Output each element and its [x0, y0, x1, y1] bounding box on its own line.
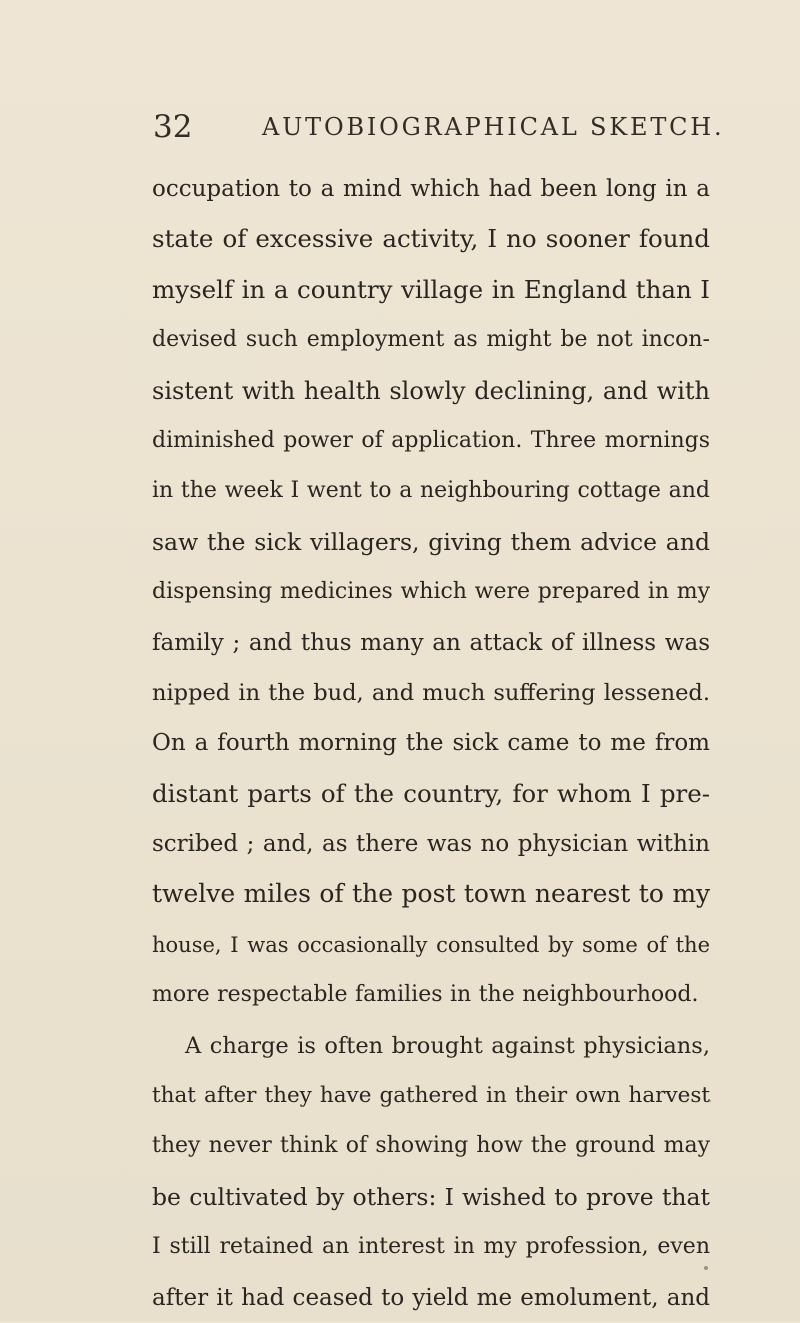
text-line: devised such employment as might be not incon- — [152, 327, 710, 353]
page-number: 32 — [153, 109, 193, 145]
text-line: sistent with health slowly declining, and with — [152, 376, 710, 405]
text-line: state of excessive activity, I no sooner found — [152, 224, 710, 254]
text-line: be cultivated by others: I wished to prove that — [152, 1182, 710, 1211]
paragraph-start-line: A charge is often brought against physicians, — [185, 1032, 710, 1059]
body-text — [152, 164, 710, 1323]
text-line: occupation to a mind which had been long in a — [152, 176, 710, 202]
text-line: twelve miles of the post town nearest to my — [152, 879, 711, 909]
running-title: AUTOBIOGRAPHICAL SKETCH. — [262, 113, 725, 141]
paragraph-end-line: more respectable families in the neighbourhood. — [152, 982, 699, 1008]
text-line: that after they have gathered in their own harvest — [152, 1083, 710, 1109]
text-line: nipped in the bud, and much suffering lessened. — [152, 679, 710, 706]
text-line: diminished power of application. Three mornings — [152, 427, 710, 453]
text-line: they never think of showing how the ground may — [152, 1133, 710, 1159]
text-line: I still retained an interest in my profession, even — [152, 1234, 710, 1260]
text-line: dispensing medicines which were prepared in my — [152, 579, 710, 605]
text-line: saw the sick villagers, giving them advice and — [152, 527, 710, 556]
text-line: On a fourth morning the sick came to me from — [152, 730, 710, 757]
text-line: distant parts of the country, for whom I pre- — [152, 778, 710, 808]
text-line: family ; and thus many an attack of illness was — [152, 629, 710, 656]
text-line: house, I was occasionally consulted by some of the — [152, 932, 710, 957]
text-line: scribed ; and, as there was no physician within — [152, 831, 710, 858]
text-line: after it had ceased to yield me emolument, and — [152, 1284, 710, 1311]
running-header — [0, 104, 800, 150]
text-line: in the week I went to a neighbouring cottage and — [152, 478, 710, 504]
text-line: myself in a country village in England than I — [152, 274, 710, 304]
